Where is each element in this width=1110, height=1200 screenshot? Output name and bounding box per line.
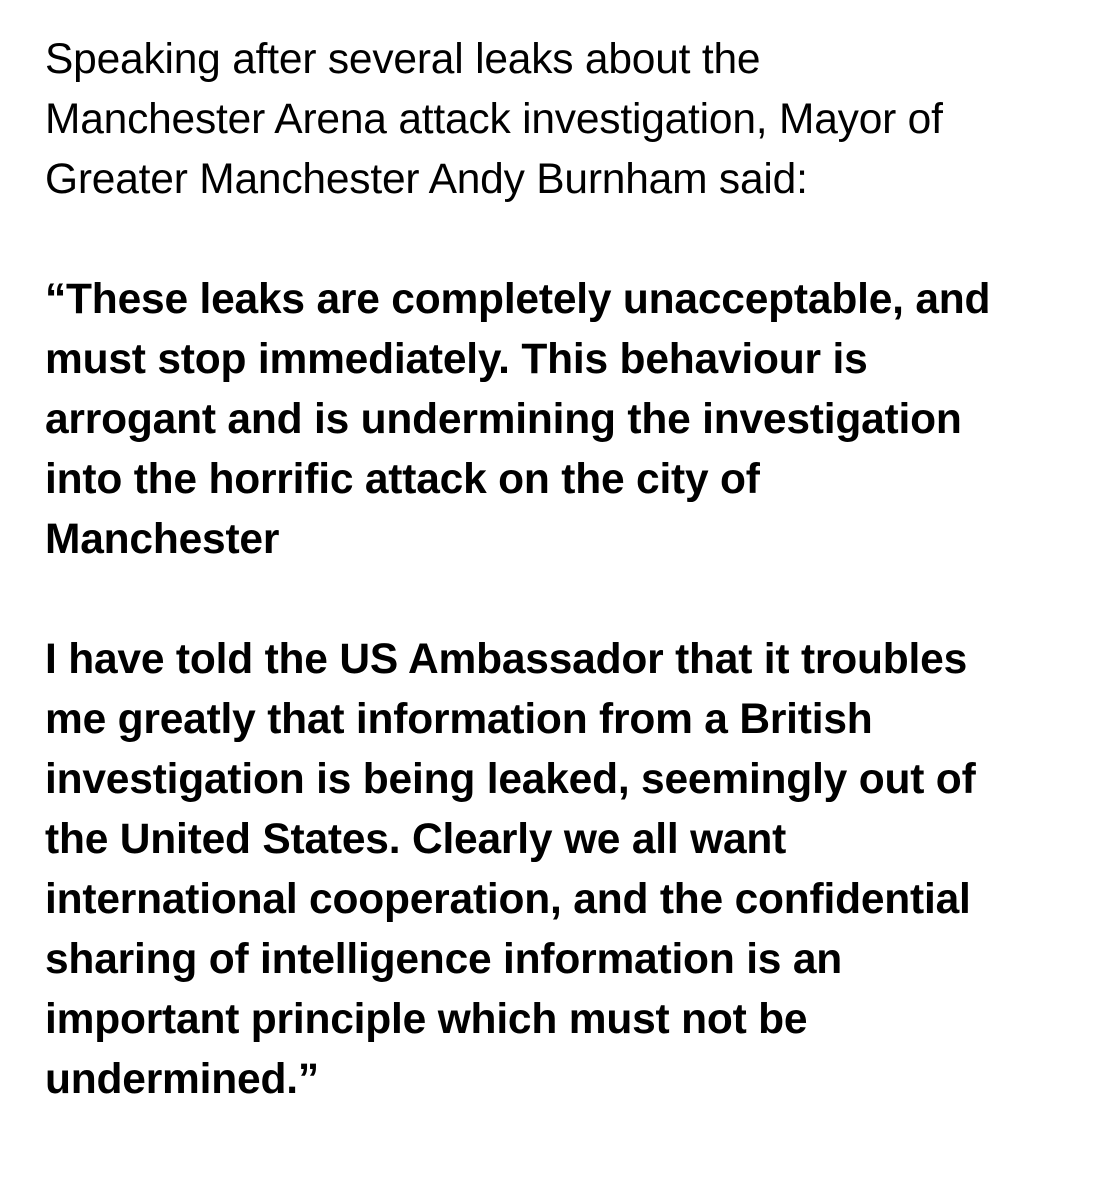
quote-paragraph-1 <box>45 270 1075 570</box>
statement-document <box>45 30 1075 1110</box>
quote-line: undermined.” <box>45 1056 319 1103</box>
quote-line: sharing of intelligence information is an <box>45 936 843 983</box>
quote-line: me greatly that information from a British <box>45 696 873 743</box>
intro-line: Greater Manchester Andy Burnham said: <box>45 156 808 203</box>
quote-line: Manchester <box>45 516 280 563</box>
intro-paragraph <box>45 30 1075 210</box>
intro-line: Manchester Arena attack investigation, Mayor of <box>45 96 943 143</box>
quote-line: into the horrific attack on the city of <box>45 456 760 503</box>
intro-line: Speaking after several leaks about the <box>45 36 761 83</box>
quote-line: arrogant and is undermining the investigation <box>45 396 962 443</box>
quote-paragraph-2 <box>45 630 1075 1110</box>
quote-line: “These leaks are completely unacceptable, and <box>45 276 991 323</box>
quote-line: must stop immediately. This behaviour is <box>45 336 868 383</box>
quote-line: investigation is being leaked, seemingly out of <box>45 756 976 803</box>
paragraph-spacer <box>45 210 1075 270</box>
paragraph-spacer <box>45 570 1075 630</box>
quote-line: international cooperation, and the confidential <box>45 876 971 923</box>
quote-line: important principle which must not be <box>45 996 808 1043</box>
quote-line: I have told the US Ambassador that it troubles <box>45 636 968 683</box>
quote-line: the United States. Clearly we all want <box>45 816 787 863</box>
